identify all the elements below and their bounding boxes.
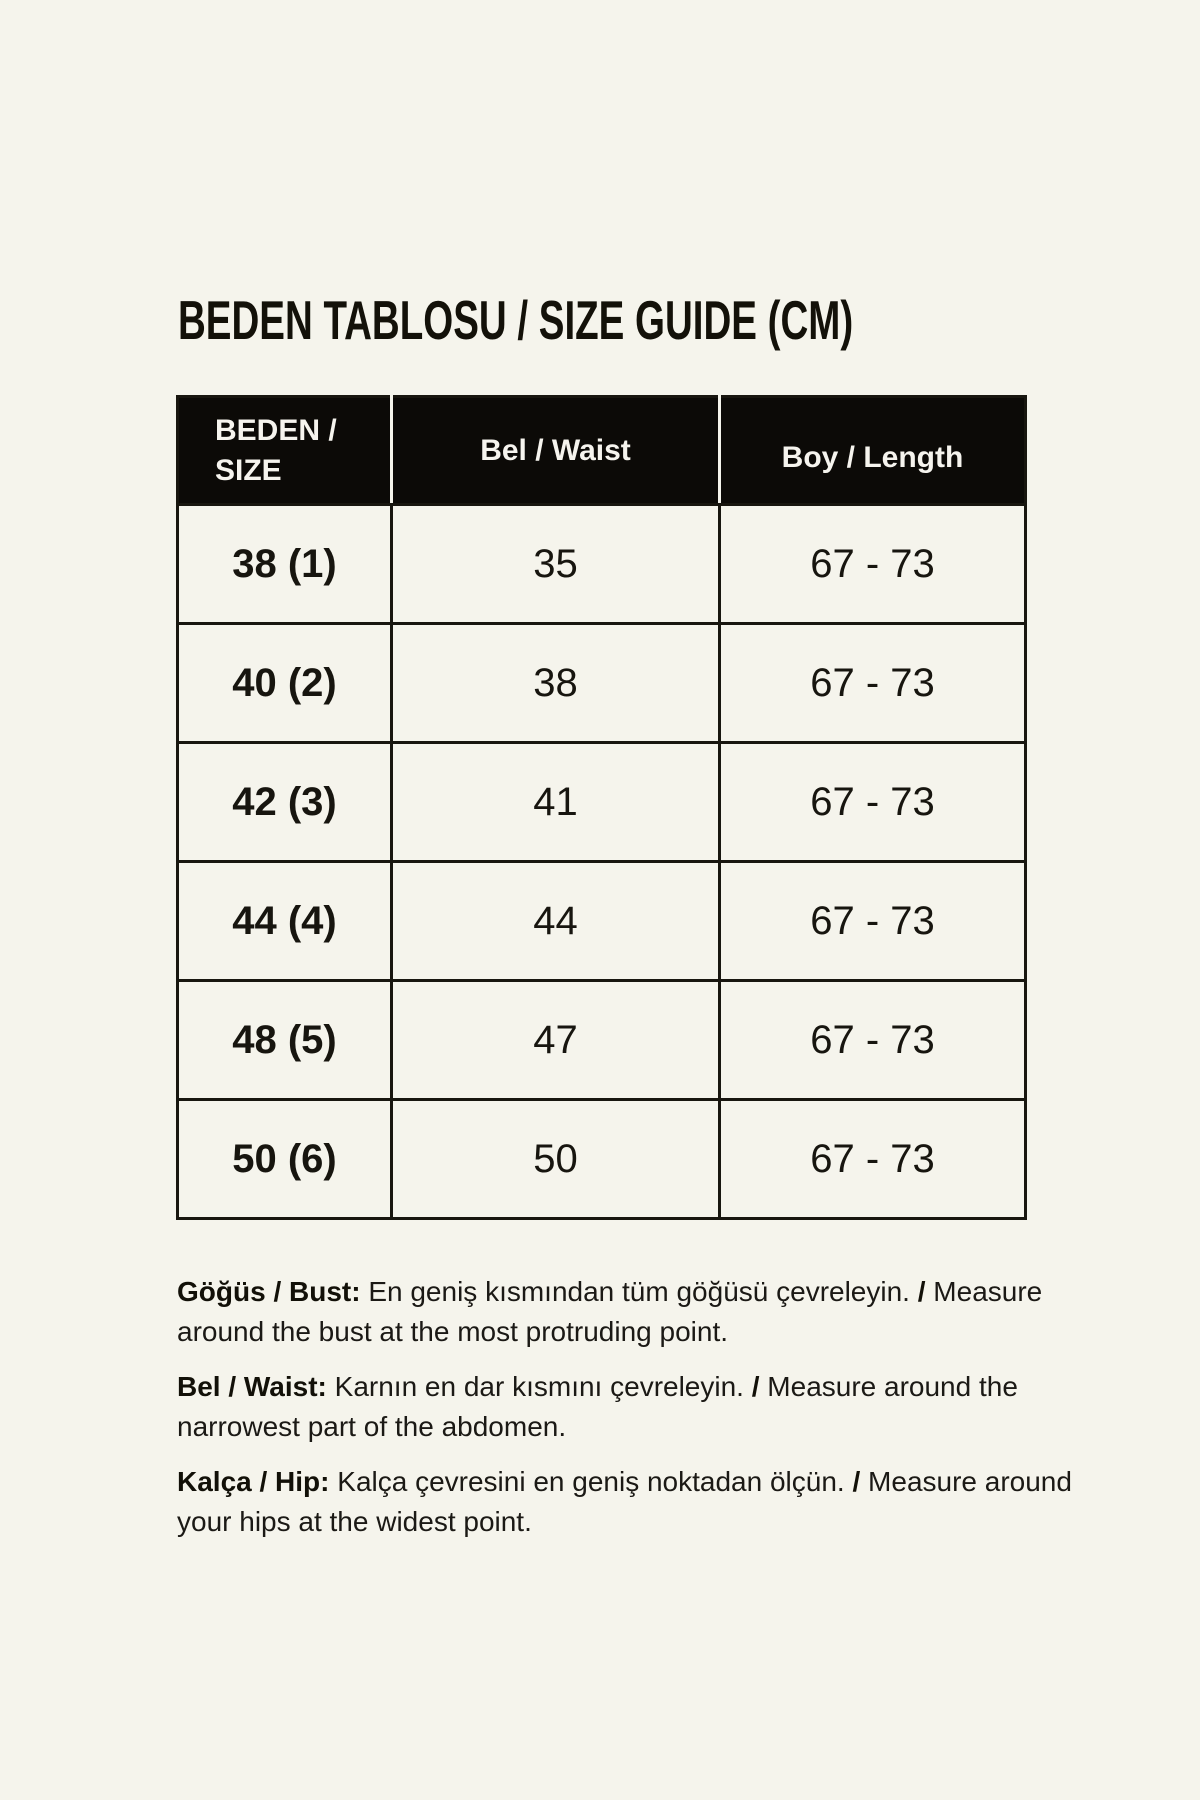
size-row (178, 624, 1026, 743)
size-cell: 42 (3) (178, 743, 392, 862)
note-divider: / (751, 1371, 760, 1403)
measurement-notes (177, 1272, 1102, 1557)
size-row (178, 505, 1026, 624)
note-bust (177, 1272, 1102, 1352)
size-guide-table (176, 395, 1027, 1220)
column-header-waist-label: Bel / Waist (480, 433, 631, 467)
size-row (178, 1100, 1026, 1219)
waist-cell: 38 (392, 624, 720, 743)
column-header-length-label: Boy / Length (781, 440, 964, 474)
length-cell: 67 - 73 (720, 624, 1026, 743)
note-hip (177, 1462, 1102, 1542)
size-row (178, 862, 1026, 981)
waist-cell: 47 (392, 981, 720, 1100)
waist-cell: 50 (392, 1100, 720, 1219)
length-cell: 67 - 73 (720, 743, 1026, 862)
column-header-size-label: BEDEN / SIZE (215, 413, 337, 487)
column-header-length (720, 397, 1026, 505)
note-label: Kalça / Hip: (177, 1466, 330, 1498)
column-header-waist (392, 397, 720, 505)
waist-cell: 41 (392, 743, 720, 862)
column-header-size (178, 397, 392, 505)
note-label: Göğüs / Bust: (177, 1276, 361, 1307)
size-cell: 50 (6) (178, 1100, 392, 1219)
size-cell: 40 (2) (178, 624, 392, 743)
size-cell: 48 (5) (178, 981, 392, 1100)
note-text-tr: Kalça çevresini en geniş noktadan ölçün. (337, 1466, 845, 1498)
length-cell: 67 - 73 (720, 862, 1026, 981)
note-text-en: Measure around the bust at the most protruding point. (177, 1276, 1043, 1348)
size-row (178, 743, 1026, 862)
table-header-row (178, 397, 1026, 505)
page-title: BEDEN TABLOSU / SIZE GUIDE (CM) (178, 289, 854, 351)
note-text-tr: Karnın en dar kısmını çevreleyin. (334, 1371, 744, 1403)
note-waist (177, 1367, 1102, 1447)
length-cell: 67 - 73 (720, 1100, 1026, 1219)
note-divider: / (917, 1276, 926, 1307)
waist-cell: 44 (392, 862, 720, 981)
size-cell: 44 (4) (178, 862, 392, 981)
note-text-en: Measure around your hips at the widest point. (177, 1466, 1072, 1538)
note-text-en: Measure around the narrowest part of the abdomen. (177, 1371, 1018, 1443)
size-cell: 38 (1) (178, 505, 392, 624)
length-cell: 67 - 73 (720, 505, 1026, 624)
note-text-tr: En geniş kısmından tüm göğüsü çevreleyin. (368, 1276, 910, 1307)
length-cell: 67 - 73 (720, 981, 1026, 1100)
waist-cell: 35 (392, 505, 720, 624)
size-row (178, 981, 1026, 1100)
note-label: Bel / Waist: (177, 1371, 327, 1403)
note-divider: / (852, 1466, 861, 1498)
